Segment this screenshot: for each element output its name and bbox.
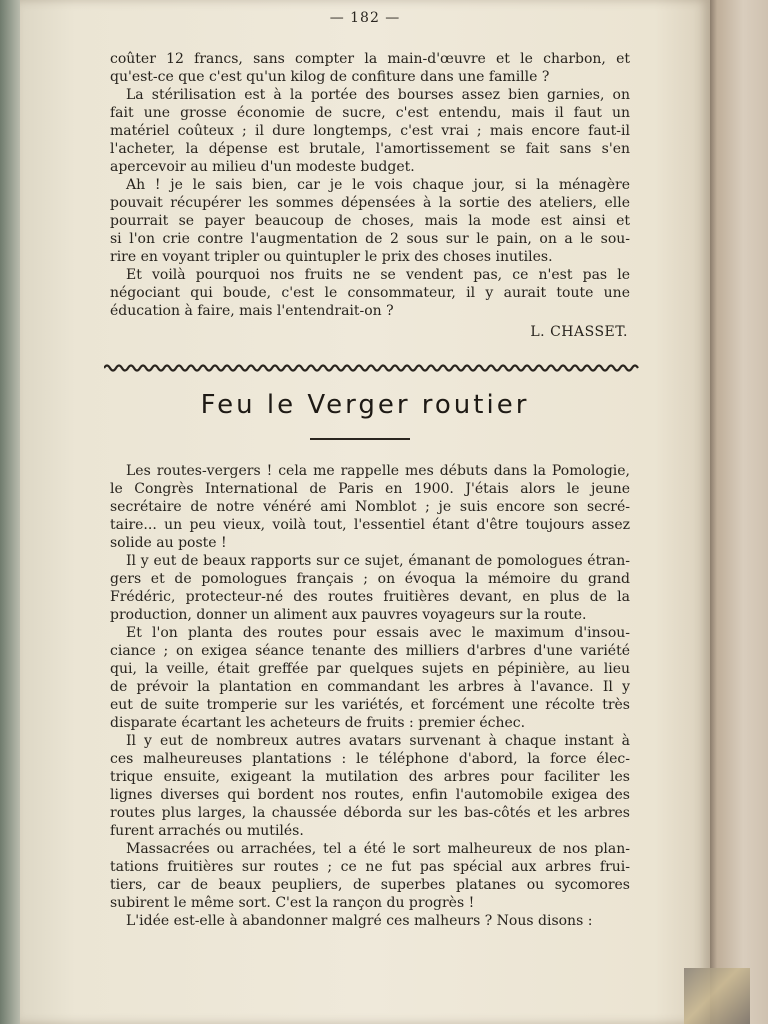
text-line: pourrait se payer beaucoup de choses, mais la mode est ainsi et	[110, 213, 630, 229]
text-line: qu'est-ce que c'est qu'un kilog de confiture dans une famille ?	[110, 69, 550, 85]
text-line: tiers, car de beaux peupliers, de superbes platanes ou sycomores	[110, 877, 630, 893]
text-line: coûter 12 francs, sans compter la main-d'œuvre et le charbon, et	[110, 51, 630, 67]
article-body-text	[110, 462, 630, 930]
text-line: Les routes-vergers ! cela me rappelle mes débuts dans la Pomologie,	[126, 463, 630, 479]
text-line: trique ensuite, exigeant la mutilation des arbres pour faciliter les	[110, 769, 630, 785]
title-underline	[310, 438, 410, 440]
text-line: Frédéric, protecteur-né des routes fruitières devant, en plus de la	[110, 589, 630, 605]
text-line: le Congrès International de Paris en 1900. J'étais alors le jeune	[110, 481, 630, 497]
text-line: Et l'on planta des routes pour essais avec le maximum d'insou-	[126, 625, 630, 641]
page-number: — 182 —	[329, 10, 401, 26]
text-line: ces malheureuses plantations : le téléphone d'abord, la force élec-	[110, 751, 630, 767]
wavy-divider	[104, 363, 640, 373]
text-line: l'acheter, la dépense est brutale, l'amortissement se fait sans s'en	[110, 141, 630, 157]
text-line: disparate écartant les acheteurs de fruits : premier échec.	[110, 715, 526, 731]
author-signature: L. CHASSET.	[530, 324, 628, 340]
text-line: matériel coûteux ; il dure longtemps, c'est vrai ; mais encore faut-il	[110, 123, 630, 139]
text-line: tations fruitières sur routes ; ce ne fut pas spécial aux arbres frui-	[110, 859, 630, 875]
text-line: gers et de pomologues français ; on évoqua la mémoire du grand	[110, 571, 630, 587]
text-line: Il y eut de nombreux autres avatars survenant à chaque instant à	[126, 733, 630, 749]
text-line: furent arrachés ou mutilés.	[110, 823, 304, 839]
text-line: de prévoir la plantation en commandant les arbres à l'avance. Il y	[110, 679, 630, 695]
text-line: lignes diverses qui bordent nos routes, enfin l'automobile exigea des	[110, 787, 630, 803]
text-line: Massacrées ou arrachées, tel a été le sort malheureux de nos plan-	[126, 841, 630, 857]
text-line: La stérilisation est à la portée des bourses assez bien garnies, on	[126, 87, 630, 103]
text-line: production, donner un aliment aux pauvres voyageurs sur la route.	[110, 607, 587, 623]
text-line: Ah ! je le sais bien, car je le vois chaque jour, si la ménagère	[126, 177, 630, 193]
text-line: taire... un peu vieux, voilà tout, l'essentiel étant d'être toujours assez	[110, 517, 630, 533]
previous-article-text	[110, 50, 630, 320]
text-line: qui, la veille, était greffée par quelques sujets en pépinière, au lieu	[110, 661, 630, 677]
text-line: fait une grosse économie de sucre, c'est entendu, mais il faut un	[110, 105, 630, 121]
corner-thumbnail	[684, 968, 750, 1024]
text-line: ciance ; on exigea séance tenante des milliers d'arbres d'une variété	[110, 643, 630, 659]
text-line: secrétaire de notre vénéré ami Nomblot ; je suis encore son secré-	[110, 499, 630, 515]
article-title: Feu le Verger routier	[200, 390, 530, 420]
text-line: Il y eut de beaux rapports sur ce sujet, émanant de pomologues étran-	[126, 553, 630, 569]
text-line: L'idée est-elle à abandonner malgré ces malheurs ? Nous disons :	[126, 913, 593, 929]
text-line: négociant qui boude, c'est le consommateur, il y aurait toute une	[110, 285, 630, 301]
text-line: eut de suite tromperie sur les variétés, et forcément une récolte très	[110, 697, 630, 713]
text-line: rire en voyant tripler ou quintupler le prix des choses inutiles.	[110, 249, 553, 265]
text-line: solide au poste !	[110, 535, 227, 551]
text-line: apercevoir au milieu d'un modeste budget.	[110, 159, 415, 175]
text-line: Et voilà pourquoi nos fruits ne se vendent pas, ce n'est pas le	[126, 267, 630, 283]
text-line: pouvait récupérer les sommes dépensées à la sortie des ateliers, elle	[110, 195, 630, 211]
text-line: routes plus larges, la chaussée déborda sur les bas-côtés et les arbres	[110, 805, 630, 821]
text-line: si l'on crie contre l'augmentation de 2 sous sur le pain, on a le sou-	[110, 231, 630, 247]
text-line: subirent le même sort. C'est la rançon du progrès !	[110, 895, 475, 911]
text-line: éducation à faire, mais l'entendrait-on ?	[110, 303, 394, 319]
facing-page-edge	[706, 0, 768, 1024]
